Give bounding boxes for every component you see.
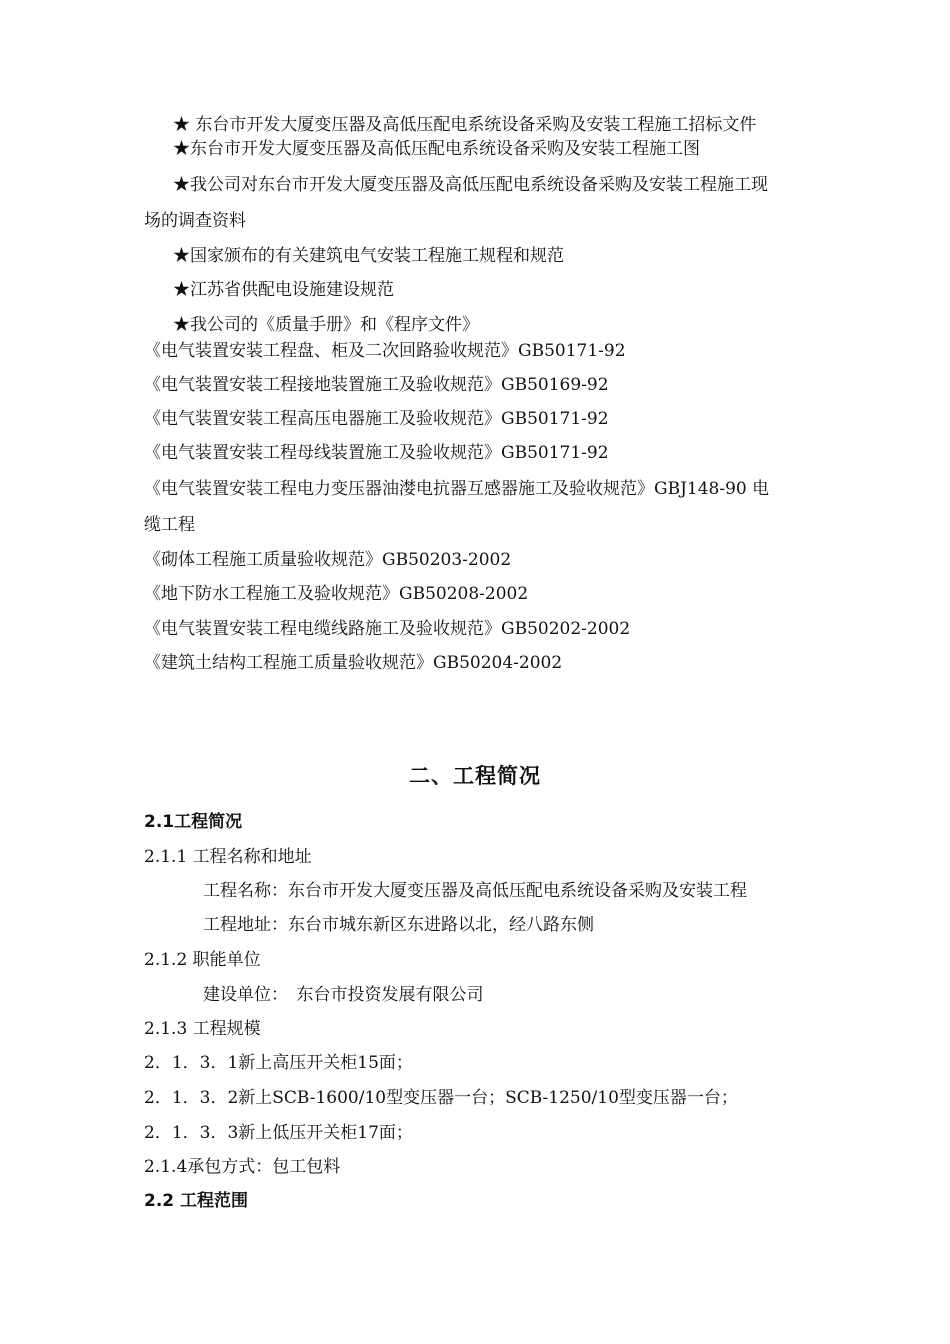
overview-line: 2．1．3．2新上SCB-1600/10型变压器一台；SCB-1250/10型变压器一台； xyxy=(144,1088,738,1108)
standard-item: 《电气装置安装工程接地装置施工及验收规范》GB50169-92 xyxy=(144,375,609,395)
standard-item: 《电气装置安装工程电力变压器油漤电抗器互感器施工及验收规范》GBJ148-90 电 xyxy=(144,479,770,499)
standard-item: 《建筑土结构工程施工质量验收规范》GB50204-2002 xyxy=(144,653,563,673)
reference-item: ★东台市开发大厦变压器及高低压配电系统设备采购及安装工程施工图 xyxy=(173,139,700,159)
overview-line: 2.1.3 工程规模 xyxy=(144,1019,261,1039)
overview-line: 2.1.2 职能单位 xyxy=(144,950,261,970)
overview-line: 2．1．3．1新上高压开关柜15面； xyxy=(144,1053,413,1073)
standard-item: 缆工程 xyxy=(144,515,195,535)
standard-item: 《电气装置安装工程电缆线路施工及验收规范》GB50202-2002 xyxy=(144,619,631,639)
overview-line: 2.1.1 工程名称和地址 xyxy=(144,847,312,867)
section-heading: 二、工程简况 xyxy=(409,764,541,788)
overview-line: 工程名称：东台市开发大厦变压器及高低压配电系统设备采购及安装工程 xyxy=(203,881,747,901)
overview-line: 2.1.4承包方式：包工包料 xyxy=(144,1157,341,1177)
standard-item: 《电气装置安装工程盘、柜及二次回路验收规范》GB50171-92 xyxy=(144,341,626,361)
standard-item: 《电气装置安装工程母线装置施工及验收规范》GB50171-92 xyxy=(144,443,609,463)
subsection-title: 2.1工程简况 xyxy=(144,812,243,832)
overview-line: 2．1．3．3新上低压开关柜17面； xyxy=(144,1123,413,1143)
reference-item: ★ 东台市开发大厦变压器及高低压配电系统设备采购及安装工程施工招标文件 xyxy=(173,115,757,135)
reference-item: ★国家颁布的有关建筑电气安装工程施工规程和规范 xyxy=(173,246,564,266)
standard-item: 《地下防水工程施工及验收规范》GB50208-2002 xyxy=(144,584,529,604)
overview-line: 工程地址：东台市城东新区东进路以北，经八路东侧 xyxy=(203,915,594,935)
standard-item: 《电气装置安装工程高压电器施工及验收规范》GB50171-92 xyxy=(144,409,609,429)
reference-item: ★江苏省供配电设施建设规范 xyxy=(173,280,394,300)
standard-item: 《砌体工程施工质量验收规范》GB50203-2002 xyxy=(144,550,512,570)
subsection-title: 2.2 工程范围 xyxy=(144,1191,249,1211)
overview-line: 建设单位： 东台市投资发展有限公司 xyxy=(203,985,484,1005)
reference-item: ★我公司的《质量手册》和《程序文件》 xyxy=(173,315,479,335)
reference-item: ★我公司对东台市开发大厦变压器及高低压配电系统设备采购及安装工程施工现 xyxy=(173,175,768,195)
reference-item: 场的调查资料 xyxy=(144,211,246,231)
